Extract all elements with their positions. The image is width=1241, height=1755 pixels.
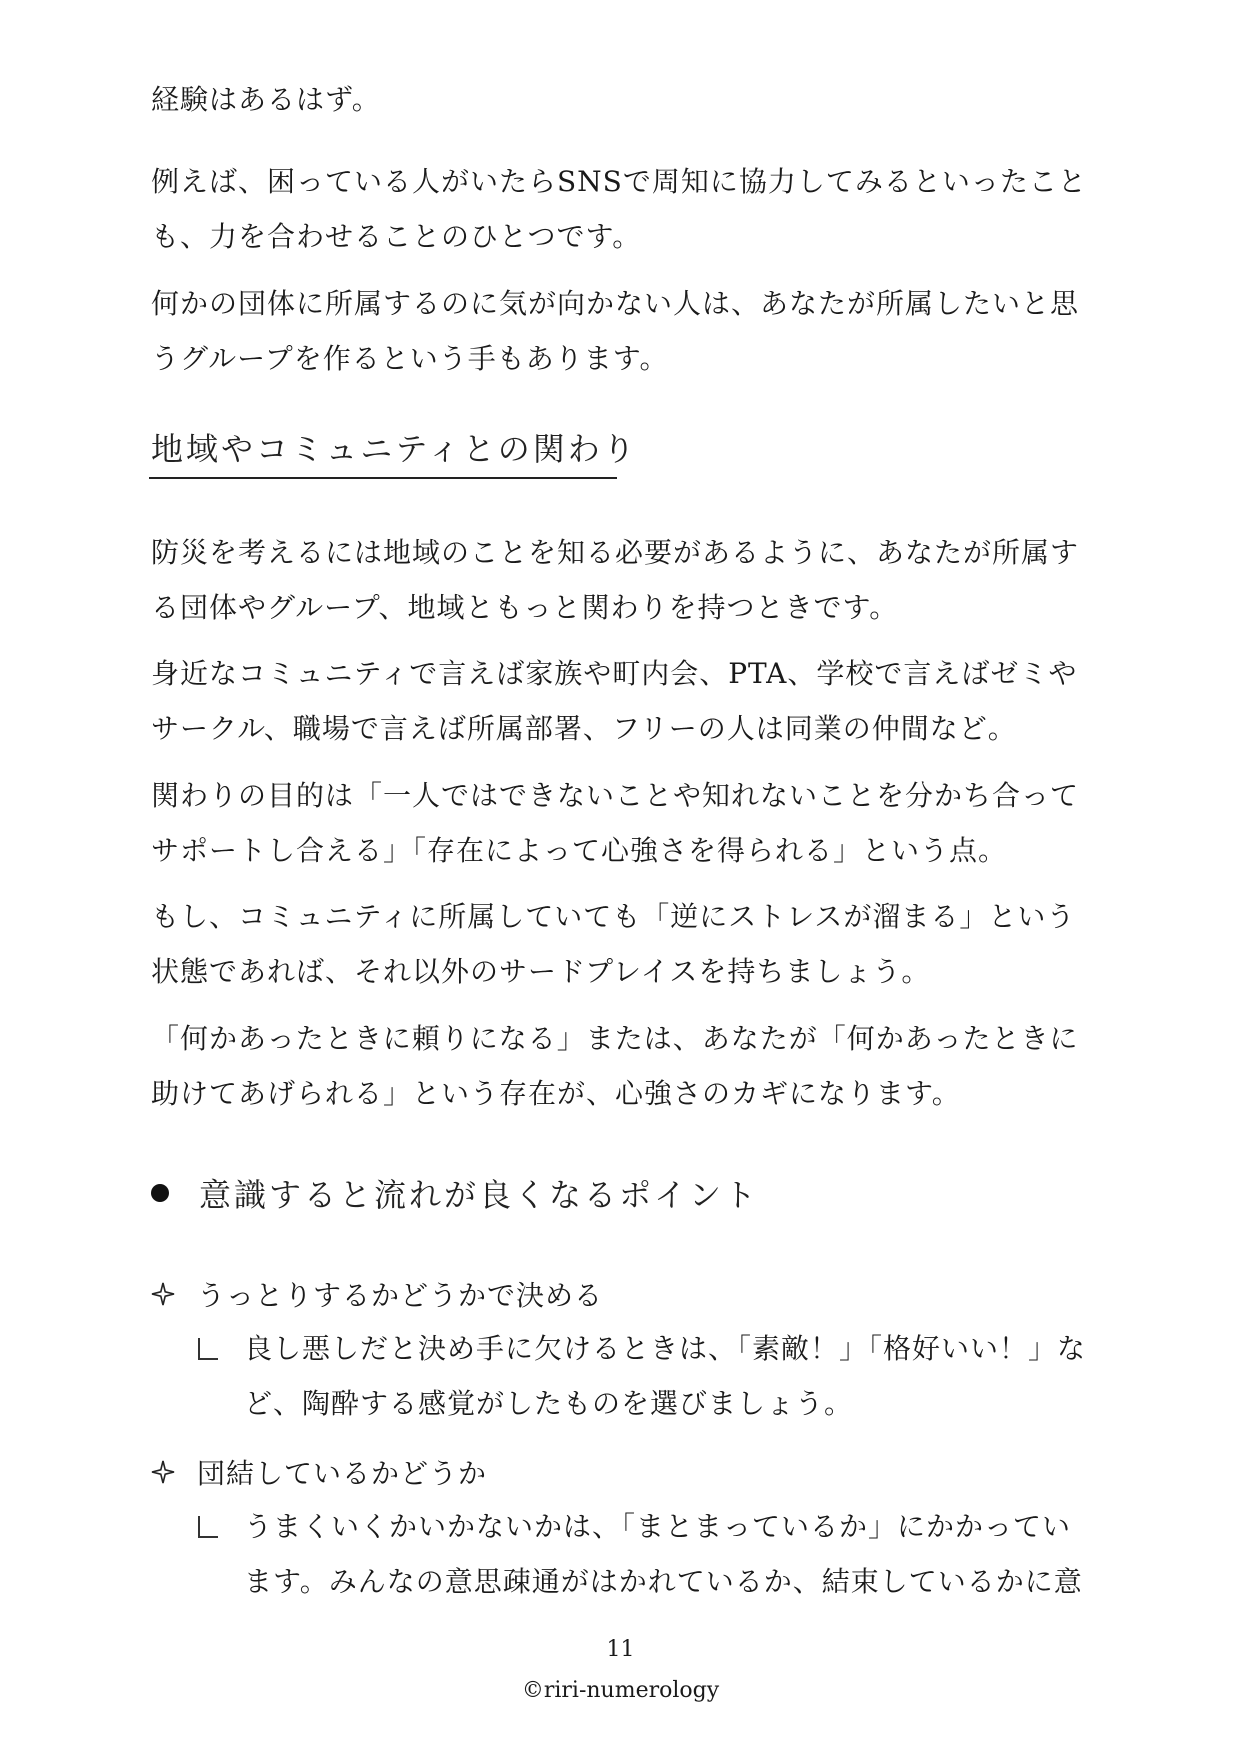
paragraph-line: 経験はあるはず。 bbox=[151, 83, 381, 116]
paragraph bbox=[151, 72, 1091, 127]
tip-title: 団結しているかどうか bbox=[197, 1456, 488, 1490]
paragraph-line: 防災を考えるには地域のことを知る必要があるように、あなたが所属す bbox=[151, 536, 1080, 569]
paragraph-line: うグループを作るという手もあります。 bbox=[151, 342, 669, 375]
tip-item bbox=[151, 1266, 603, 1321]
paragraph-line: 例えば、困っている人がいたらSNSで周知に協力してみるといったこと bbox=[151, 165, 1087, 198]
paragraph bbox=[151, 154, 1091, 264]
tip-detail bbox=[198, 1499, 1083, 1609]
tip-item bbox=[151, 1444, 487, 1499]
paragraph bbox=[151, 768, 1091, 878]
paragraph bbox=[151, 646, 1091, 756]
four-point-star-icon bbox=[151, 1282, 175, 1306]
tip-detail-line: ど、陶酔する感覚がしたものを選びましょう。 bbox=[244, 1387, 854, 1420]
paragraph-line: もし、コミュニティに所属していても「逆にストレスが溜まる」という bbox=[151, 900, 1076, 933]
paragraph-line: 身近なコミュニティで言えば家族や町内会、PTA、学校で言えばゼミや bbox=[151, 657, 1078, 690]
paragraph-line: 何かの団体に所属するのに気が向かない人は、あなたが所属したいと思 bbox=[151, 287, 1080, 320]
tip-detail-line: うまくいくかいかないかは、「まとまっているか」にかかってい bbox=[244, 1510, 1072, 1543]
paragraph-line: 助けてあげられる」という存在が、心強さのカギになります。 bbox=[151, 1077, 961, 1110]
paragraph-line: サークル、職場で言えば所属部署、フリーの人は同業の仲間など。 bbox=[151, 712, 1017, 745]
paragraph-line: る団体やグループ、地域ともっと関わりを持つときです。 bbox=[151, 591, 899, 624]
heading-underline bbox=[149, 477, 617, 479]
paragraph-line: 関わりの目的は「一人ではできないことや知れないことを分かち合って bbox=[151, 779, 1080, 812]
tip-detail bbox=[198, 1321, 1086, 1431]
page-number: 11 bbox=[606, 1637, 635, 1662]
paragraph-line: 状態であれば、それ以外のサードプレイスを持ちましょう。 bbox=[151, 955, 931, 988]
points-section-header bbox=[151, 1165, 759, 1221]
corner-bracket-icon bbox=[198, 1516, 218, 1538]
paragraph-line: も、力を合わせることのひとつです。 bbox=[151, 220, 642, 253]
paragraph bbox=[151, 525, 1091, 635]
section-heading: 地域やコミュニティとの関わり bbox=[151, 430, 638, 468]
four-point-star-icon bbox=[151, 1460, 175, 1484]
points-section-title: 意識すると流れが良くなるポイント bbox=[199, 1176, 760, 1214]
paragraph-line: 「何かあったときに頼りになる」または、あなたが「何かあったときに bbox=[151, 1022, 1079, 1055]
copyright-notice: ©riri-numerology bbox=[521, 1678, 720, 1703]
tip-detail-line: 良し悪しだと決め手に欠けるときは、「素敵！」「格好いい！」な bbox=[244, 1332, 1087, 1365]
corner-bracket-icon bbox=[198, 1338, 218, 1360]
tip-detail-line: ます。みんなの意思疎通がはかれているか、結束しているかに意 bbox=[244, 1565, 1083, 1598]
paragraph bbox=[151, 889, 1091, 999]
paragraph-line: サポートし合える」「存在によって心強さを得られる」という点。 bbox=[151, 834, 1008, 867]
paragraph bbox=[151, 276, 1091, 386]
paragraph bbox=[151, 1011, 1091, 1121]
bullet-dot-icon bbox=[151, 1184, 169, 1202]
tip-title: うっとりするかどうかで決める bbox=[197, 1278, 604, 1312]
